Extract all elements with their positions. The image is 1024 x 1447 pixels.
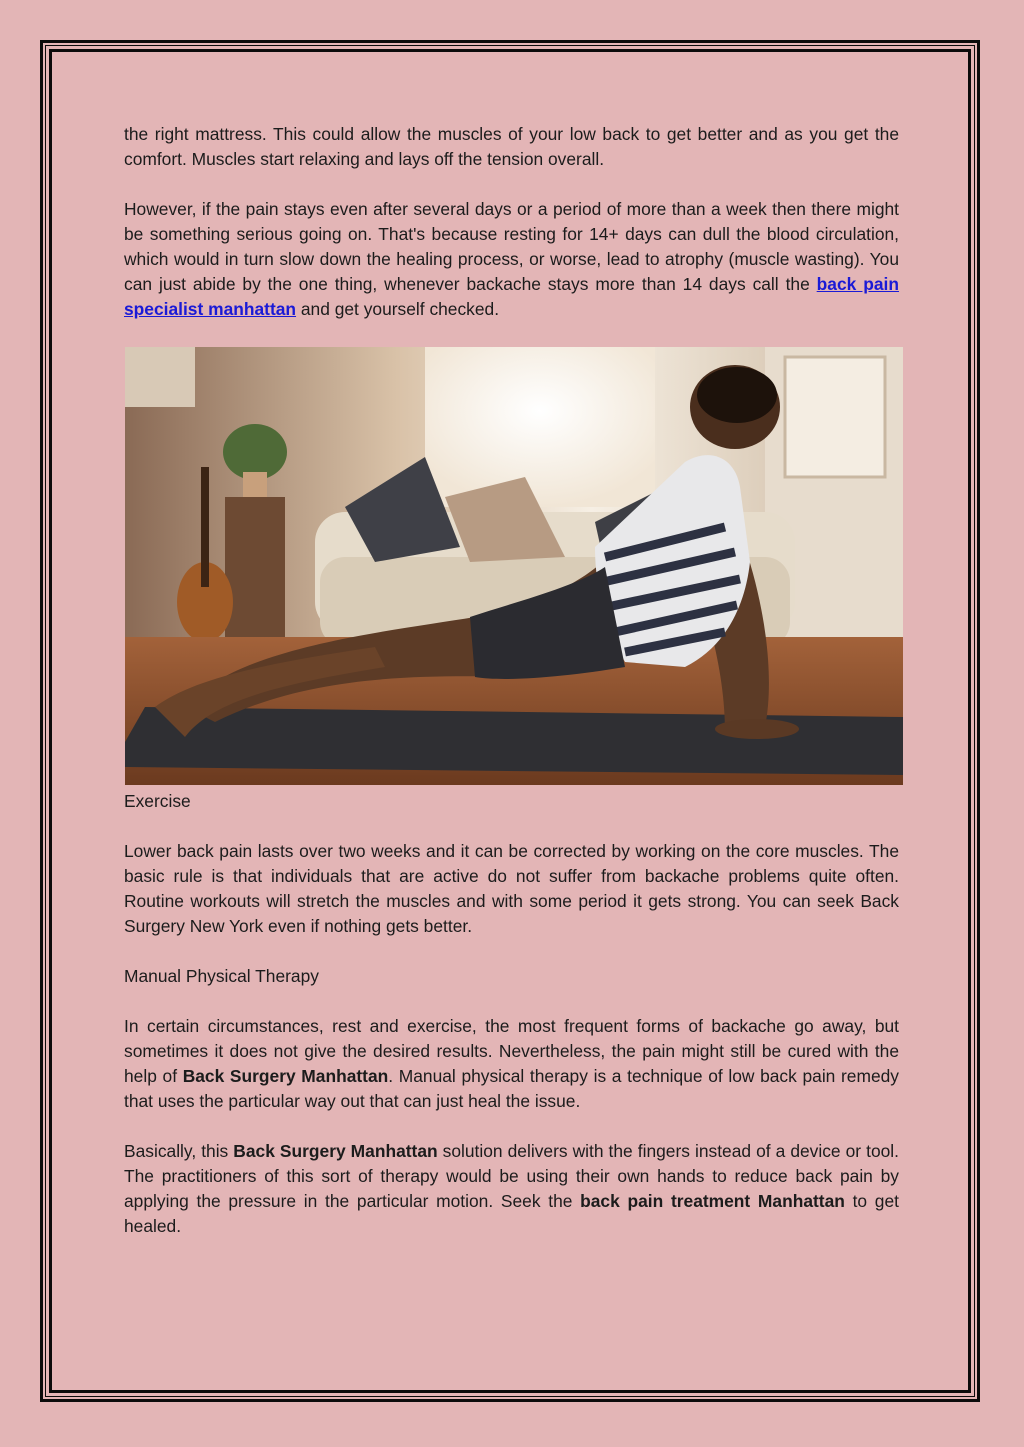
paragraph-certain-text: In certain circumstances, rest and exercise, the most frequent forms of backache go away, but sometimes it does not give the desired results. Nevertheless, the pain might still be cured with the help of	[124, 1016, 899, 1086]
paragraph-basically-middle: solution delivers with the fingers instead of a device or tool. The practitioners of this sort of therapy would be using their own hands to reduce back pain by applying the pressure in the particular motion. Seek the	[124, 1141, 900, 1211]
bold-back-surgery-manhattan-2: Back Surgery Manhattan	[233, 1141, 438, 1161]
document-body	[124, 122, 899, 1264]
paragraph-pain-stays-end: and get yourself checked.	[296, 299, 500, 319]
paragraph-pain-stays	[124, 197, 899, 322]
paragraph-certain-end: . Manual physical therapy is a technique of low back pain remedy that uses the particular way out that can just heal the issue.	[124, 1066, 899, 1111]
paragraph-core-muscles: Lower back pain lasts over two weeks and it can be corrected by working on the core muscles. The basic rule is that individuals that are active do not suffer from backache problems quite often. Routine workouts will stretch the muscles and with some period it gets strong. You can seek Back Surgery New York even if nothing gets better.	[124, 841, 899, 936]
paragraph-basically	[124, 1139, 899, 1239]
exercise-photo	[125, 347, 903, 785]
paragraph-basically-end: to get healed.	[124, 1191, 899, 1236]
paragraph-basically-start: Basically, this	[124, 1141, 234, 1161]
paragraph-pain-stays-text: However, if the pain stays even after several days or a period of more than a week then there might be something serious going on. That's because resting for 14+ days can dull the blood circulation, which would in turn slow down the healing process, or worse, lead to atrophy (muscle wasting). You can just abide by the one thing, whenever backache stays more than 14 days call the	[124, 199, 899, 294]
heading-manual-physical-therapy: Manual Physical Therapy	[124, 966, 319, 986]
bold-back-pain-treatment: back pain treatment Manhattan	[580, 1191, 845, 1211]
bold-back-surgery-manhattan: Back Surgery Manhattan	[182, 1066, 389, 1086]
caption-exercise: Exercise	[124, 791, 191, 811]
paragraph-certain-circumstances	[124, 1014, 899, 1114]
back-pain-specialist-link[interactable]: back pain specialist manhattan	[124, 274, 899, 319]
paragraph-mattress: the right mattress. This could allow the muscles of your low back to get better and as you get the comfort. Muscles start relaxing and lays off the tension overall.	[124, 124, 899, 169]
